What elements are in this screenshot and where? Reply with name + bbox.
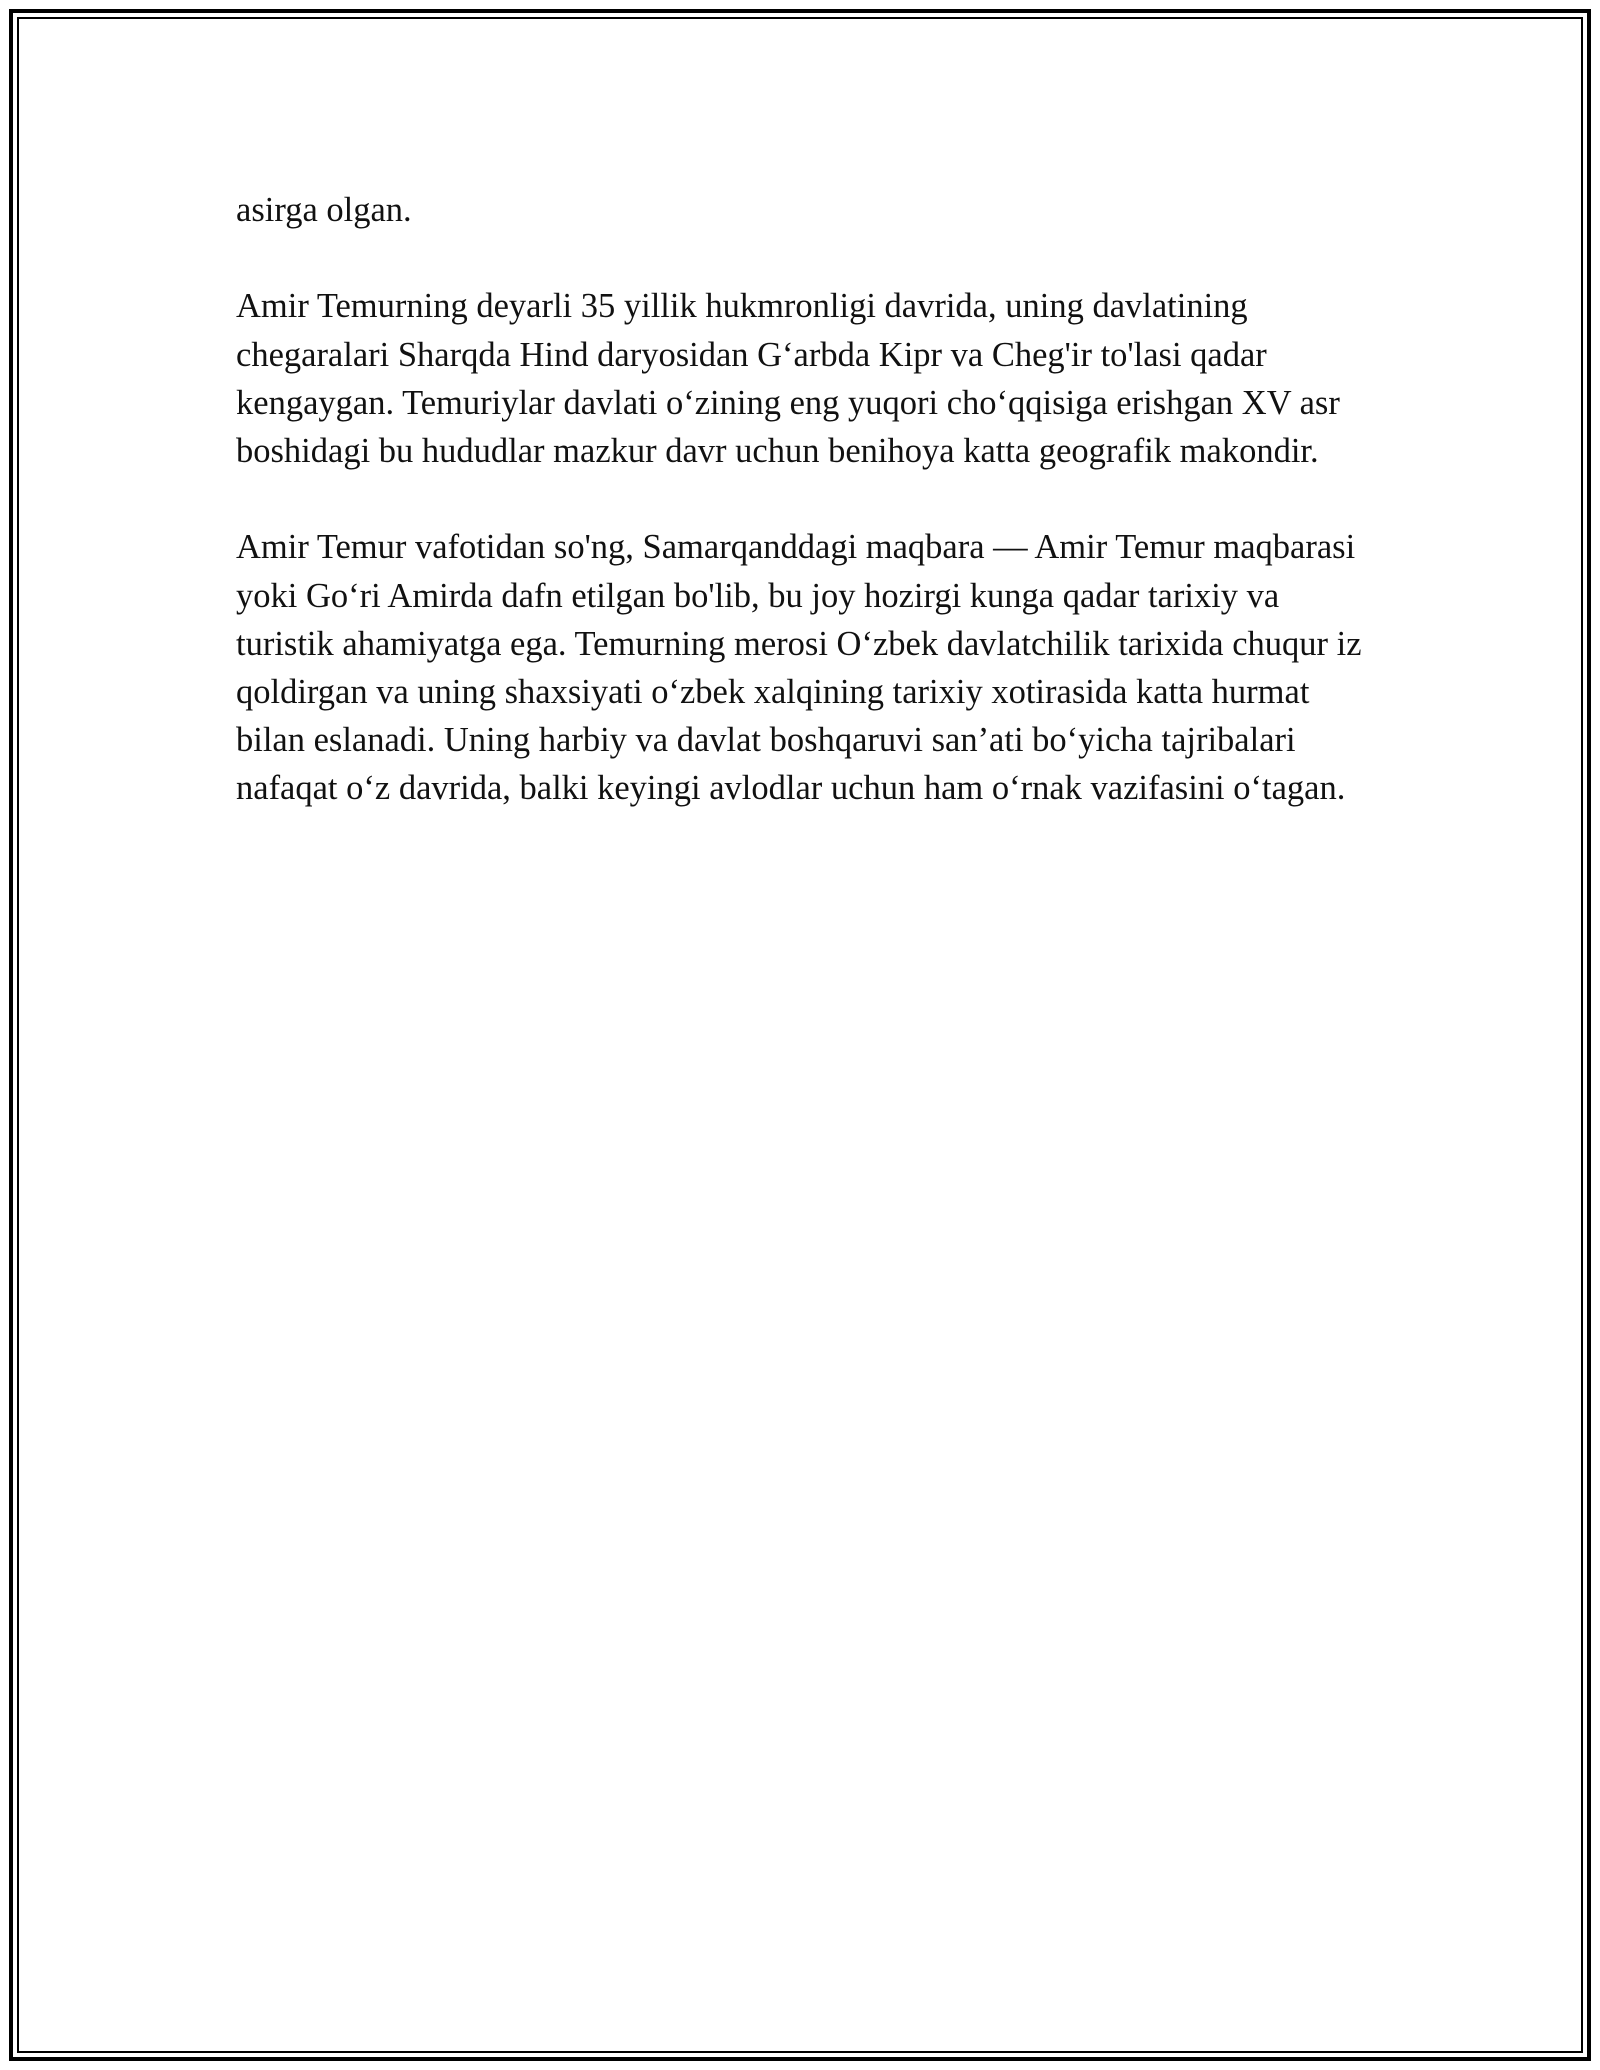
document-body xyxy=(236,186,1376,813)
paragraph-legacy: Amir Temur vafotidan so'ng, Samarqanddagi maqbara — Amir Temur maqbarasi yoki Go‘ri Amirda dafn etilgan bo'lib, bu joy hozirgi kunga qadar tarixiy va turistik ahamiyatga ega. Temurning merosi O‘zbek davlatchilik tarixida chuqur iz qoldirgan va uning shaxsiyati o‘zbek xalqining tarixiy xotirasida katta hurmat bilan eslanadi. Uning harbiy va davlat boshqaruvi san’ati bo‘yicha tajribalari nafaqat o‘z davrida, balki keyingi avlodlar uchun ham o‘rnak vazifasini o‘tagan. xyxy=(236,528,1362,808)
paragraph-continuation: asirga olgan. xyxy=(236,191,412,229)
paragraph-territory: Amir Temurning deyarli 35 yillik hukmronligi davrida, uning davlatining chegaralari Sharqda Hind daryosidan G‘arbda Kipr va Cheg'ir to'lasi qadar kengaygan. Temuriylar davlati o‘zining eng yuqori cho‘qqisiga erishgan XV asr boshidagi bu hududlar mazkur davr uchun benihoya katta geografik makondir. xyxy=(236,287,1340,470)
